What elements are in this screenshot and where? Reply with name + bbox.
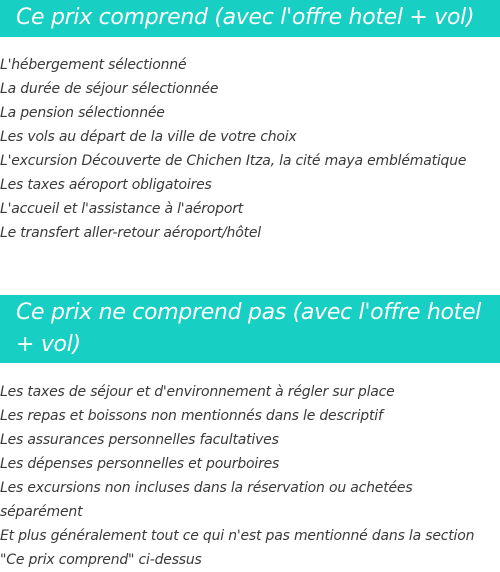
list-item: Et plus généralement tout ce qui n'est pas mentionné dans la section "Ce prix comprend" ci-dessus	[0, 528, 475, 568]
list-item: Les dépenses personnelles et pourboires	[0, 456, 280, 472]
list-item: Les excursions non incluses dans la réservation ou achetées séparément	[0, 480, 413, 520]
excludes-section-title: Ce prix ne comprend pas (avec l'offre hotel + vol)	[0, 295, 500, 363]
excludes-list	[0, 380, 498, 572]
list-item: L'accueil et l'assistance à l'aéroport	[0, 201, 244, 217]
list-item: Les taxes aéroport obligatoires	[0, 177, 212, 193]
list-item: La pension sélectionnée	[0, 105, 165, 121]
includes-list	[0, 53, 498, 245]
includes-section-title: Ce prix comprend (avec l'offre hotel + vol)	[0, 0, 500, 37]
list-item: Les vols au départ de la ville de votre choix	[0, 129, 297, 145]
list-item: L'excursion Découverte de Chichen Itza, la cité maya emblématique	[0, 153, 467, 169]
list-item: Les assurances personnelles facultatives	[0, 432, 279, 448]
list-item: La durée de séjour sélectionnée	[0, 81, 219, 97]
list-item: Les taxes de séjour et d'environnement à régler sur place	[0, 384, 395, 400]
list-item: Le transfert aller-retour aéroport/hôtel	[0, 225, 261, 241]
list-item: Les repas et boissons non mentionnés dans le descriptif	[0, 408, 383, 424]
list-item: L'hébergement sélectionné	[0, 57, 187, 73]
